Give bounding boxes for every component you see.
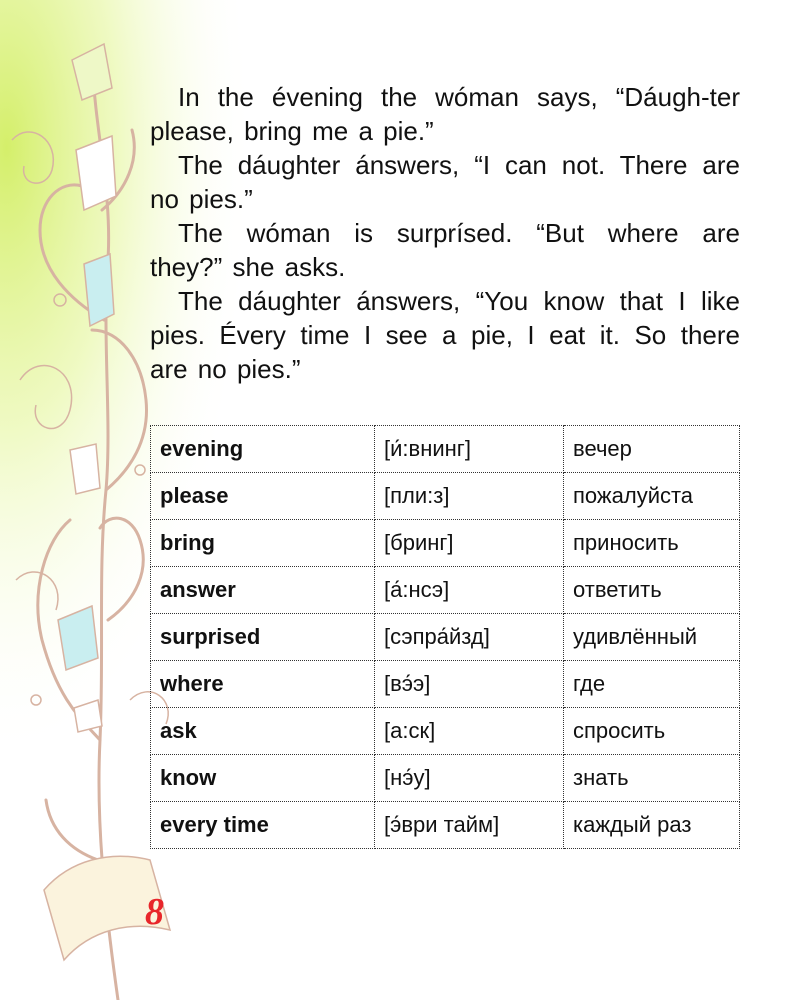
vocabulary-row	[151, 614, 740, 661]
vocab-word: every time	[151, 802, 375, 849]
vocabulary-row	[151, 473, 740, 520]
vocab-word: bring	[151, 520, 375, 567]
vocabulary-row	[151, 426, 740, 473]
vocab-word: please	[151, 473, 375, 520]
vocab-transcription: [и́:внинг]	[375, 426, 564, 473]
vocab-transcription: [бринг]	[375, 520, 564, 567]
vocab-word: where	[151, 661, 375, 708]
story-paragraph: The dáughter ánswers, “I can not. There are no pies.”	[150, 150, 740, 214]
vocab-translation: спросить	[564, 708, 740, 755]
vocab-translation: удивлённый	[564, 614, 740, 661]
vocab-translation: ответить	[564, 567, 740, 614]
vocab-transcription: [нэ́у]	[375, 755, 564, 802]
vocabulary-table	[150, 425, 740, 849]
vocab-transcription: [сэпра́йзд]	[375, 614, 564, 661]
vocab-word: evening	[151, 426, 375, 473]
story-paragraph: The dáughter ánswers, “You know that I like pies. Évery time I see a pie, I eat it. So there are no pies.”	[150, 286, 740, 384]
vocab-word: know	[151, 755, 375, 802]
vocabulary-row	[151, 708, 740, 755]
story-text	[150, 80, 740, 386]
vocab-translation: вечер	[564, 426, 740, 473]
vocab-transcription: [а́:нсэ]	[375, 567, 564, 614]
vocab-translation: где	[564, 661, 740, 708]
vocab-word: answer	[151, 567, 375, 614]
vocab-word: surprised	[151, 614, 375, 661]
story-paragraph: The wóman is surprísed. “But where are they?” she asks.	[150, 218, 740, 282]
vocab-transcription: [э́ври тайм]	[375, 802, 564, 849]
vocab-translation: пожалуйста	[564, 473, 740, 520]
vocab-translation: приносить	[564, 520, 740, 567]
vocabulary-row	[151, 802, 740, 849]
vocab-transcription: [вэ́э]	[375, 661, 564, 708]
vocabulary-row	[151, 755, 740, 802]
vocabulary-row	[151, 567, 740, 614]
story-paragraph: In the évening the wóman says, “Dáugh-ter please, bring me a pie.”	[150, 82, 740, 146]
vocab-translation: знать	[564, 755, 740, 802]
vocab-word: ask	[151, 708, 375, 755]
vocab-transcription: [а:ск]	[375, 708, 564, 755]
page-number: 8	[145, 891, 164, 933]
vocab-translation: каждый раз	[564, 802, 740, 849]
vocabulary-row	[151, 661, 740, 708]
vocabulary-row	[151, 520, 740, 567]
vocab-transcription: [пли:з]	[375, 473, 564, 520]
